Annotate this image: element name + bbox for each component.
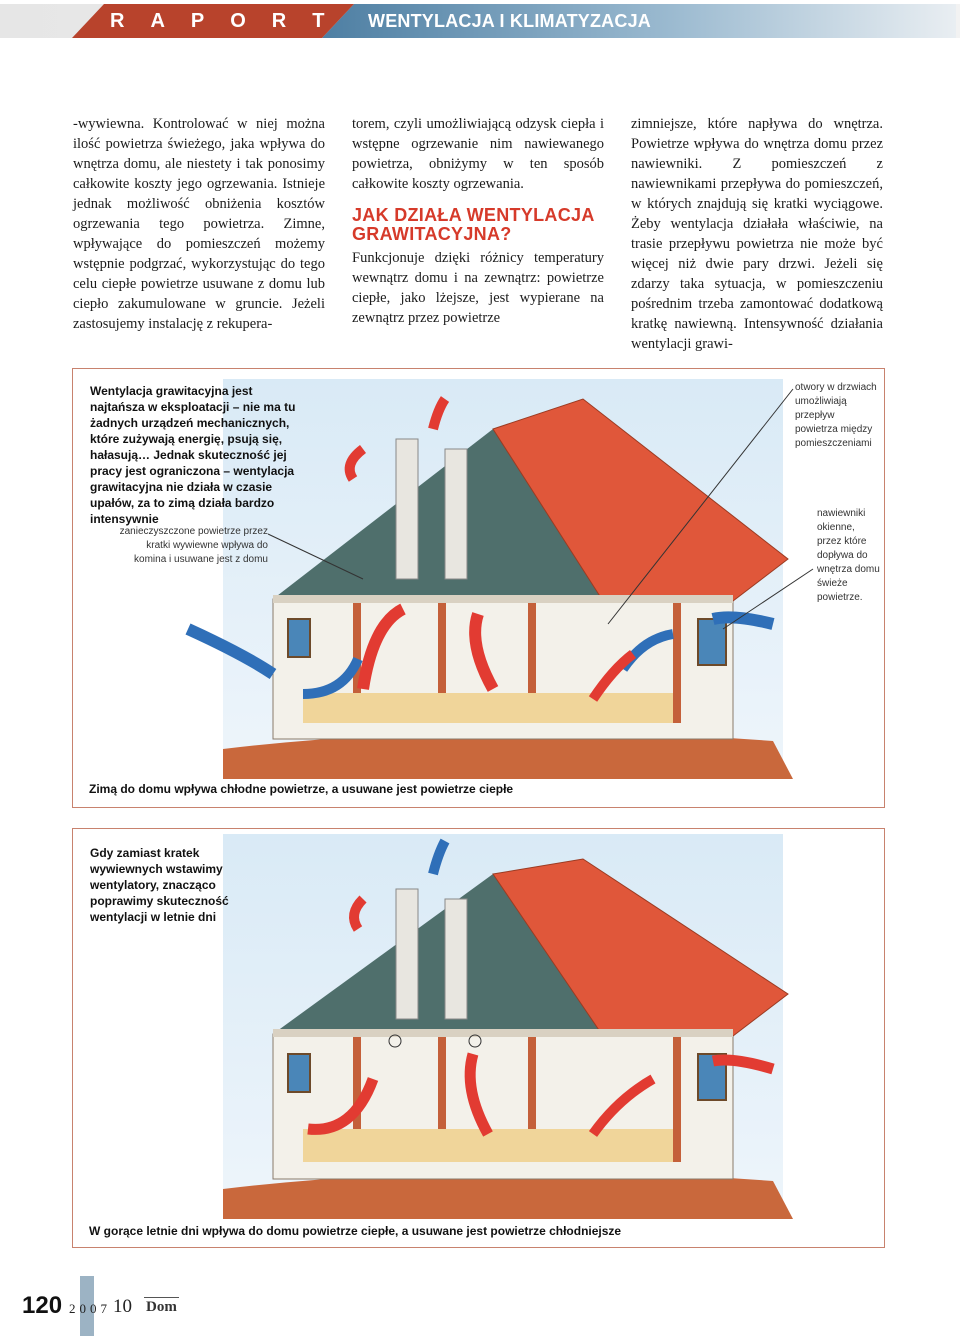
- article-paragraph: torem, czyli umożliwiającą odzysk ciepła i wstępne ogrzewanie nim nawiewanego powietrza, obniżymy w ten sposób całkowite koszty ogrzewania.: [352, 116, 604, 192]
- article-column-2: [352, 114, 604, 328]
- chimney-left: [396, 889, 418, 1019]
- chimney-left: [396, 439, 418, 579]
- figure-summer-ventilation: [72, 828, 885, 1248]
- issue-number: 10: [113, 1296, 132, 1317]
- room-floor: [303, 693, 673, 723]
- window-left: [288, 1054, 310, 1092]
- article-paragraph: Funkcjonuje dzięki różnicy temperatury wewnątrz domu i na zewnątrz: powietrze ciepłe, jako lżejsze, jest wypierane na zewnątrz przez powietrze: [352, 250, 604, 326]
- chimney-right: [445, 899, 467, 1019]
- note-window-vents: nawiewniki okienne, przez które dopływa do wnętrza domu świeże powietrze.: [817, 508, 880, 603]
- note-door-openings: otwory w drzwiach umożliwiają przepływ powietrza między pomieszczeniami: [795, 382, 877, 449]
- figure-caption: Zimą do domu wpływa chłodne powietrze, a usuwane jest powietrze ciepłe: [89, 782, 514, 796]
- window-left: [288, 619, 310, 657]
- window-right: [698, 619, 726, 665]
- figure-intro-text: Gdy zamiast kratek wywiewnych wstawimy wentylatory, znacząco poprawimy skuteczność wentylacji w letnie dni: [90, 846, 229, 924]
- chimney-right: [445, 449, 467, 579]
- article-subheading: JAK DZIAŁA WENTYLACJA GRAWITACYJNA?: [352, 205, 594, 244]
- article-column-1: [73, 114, 325, 334]
- figure-caption: W gorące letnie dni wpływa do domu powietrze ciepłe, a usuwane jest powietrze chłodniejsze: [89, 1224, 622, 1238]
- page-header: [0, 4, 960, 38]
- wall-divider: [673, 603, 681, 723]
- article-paragraph: zimniejsze, które napływa do wnętrza. Powietrze wpływa do wnętrza domu przez nawiewniki. Z pomieszczeń z nawiewnikami przepływa do pomieszczeń, w których znajdują się kratki wyciągowe. Żeby wentylacja działała właściwie, na trasie przepływu powietrza nie może być więcej niż dwie pary drzwi. Jeżeli się zdarzy taka sytuacja, w pomieszczeniu pośrednim trzeba zamontować dodatkową kratkę nawiewną. Intensywność działania wentylacji grawi-: [631, 116, 883, 352]
- figure-winter-ventilation: [72, 368, 885, 808]
- page-number: 120: [22, 1292, 63, 1319]
- figure-intro-text: Wentylacja grawitacyjna jest najtańsza w eksploatacji – nie ma tu żadnych urządzeń mechanicznych, które zużywają energię, psują się, hałasują… Jednak skuteczność jej pracy jest ograniczona – wentylacja grawitacyjna nie działa w czasie upałów, za to zimą działa bardzo intensywnie: [90, 384, 296, 526]
- wall-divider: [673, 1037, 681, 1162]
- note-chimney: zanieczyszczone powietrze przez kratki wywiewne wpływa do komina i usuwane jest z domu: [119, 526, 268, 565]
- section-title: WENTYLACJA I KLIMATYZACJA: [368, 11, 651, 31]
- ceiling-slab: [273, 595, 733, 603]
- article-column-3: [631, 114, 883, 354]
- section-label: RAPORT: [110, 10, 351, 32]
- ceiling-slab: [273, 1029, 733, 1037]
- issue-year: 2007: [69, 1301, 111, 1316]
- cool-air-arrow: [713, 617, 773, 624]
- article-paragraph: -wywiewna. Kontrolować w niej można ilość powietrza świeżego, jaka wpływa do wnętrza domu, ale niestety i tak ponosimy całkowite koszty jego ogrzewania. Istnieje jednak możliwość obniżenia kosztów ogrzewania tego powietrza. Zimne, wpływające do pomieszczeń możemy wstępnie podgrzać, wykorzystując do tego celu ciepłe powietrze usuwane z domu lub ciepło zakumulowane w gruncie. Jeżeli zastosujemy instalację z rekupera-: [73, 116, 325, 332]
- magazine-logo: Dom: [146, 1299, 177, 1315]
